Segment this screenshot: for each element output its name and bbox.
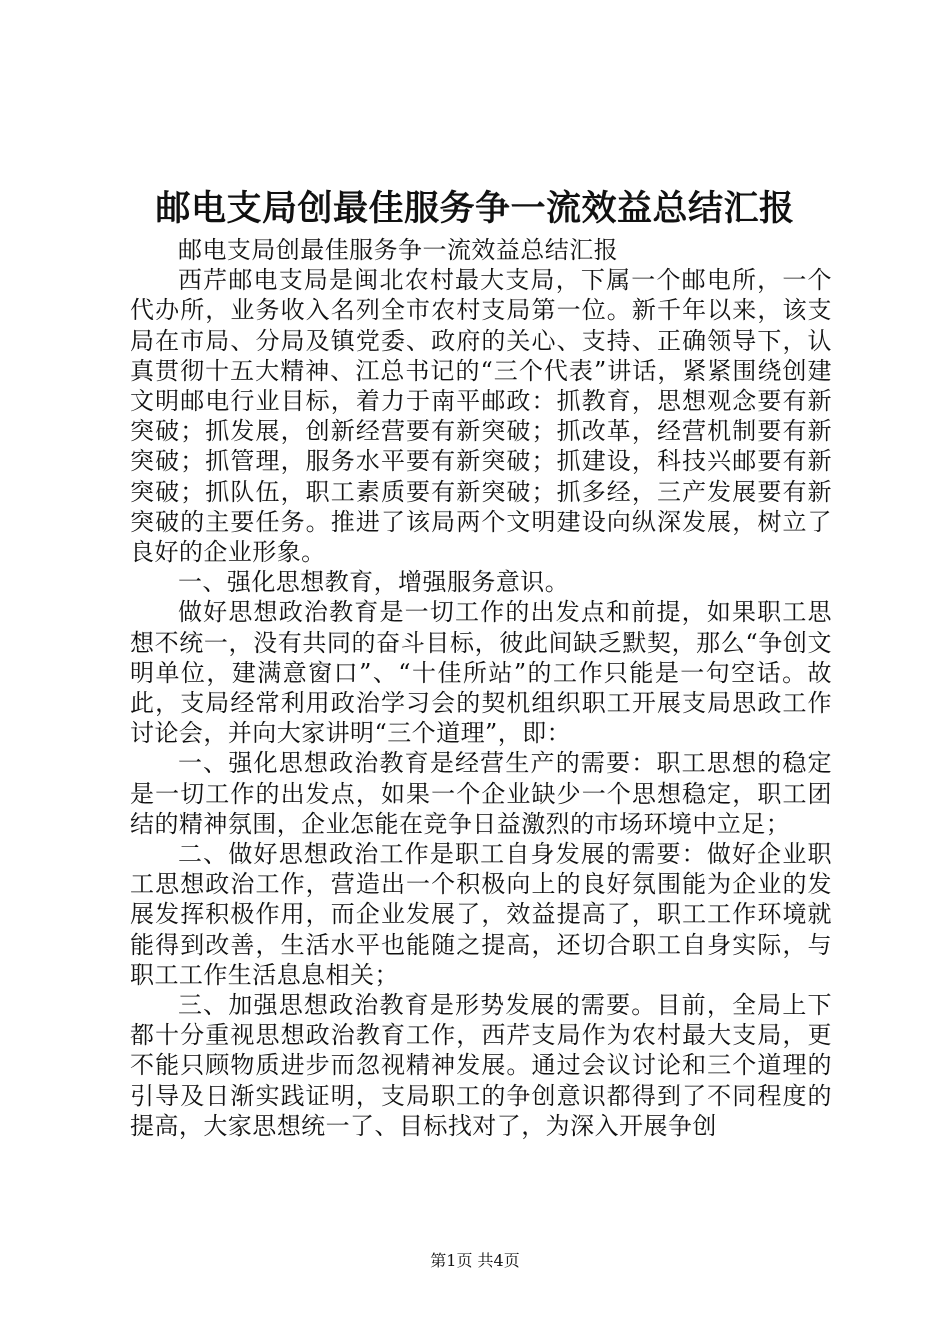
body-paragraph: 二、做好思想政治工作是职工自身发展的需要：做好企业职工思想政治工作，营造出一个积极向上的良好氛围能为企业的发展发挥积极作用，而企业发展了，效益提高了，职工工作环境就能得到改善，生活水平也能随之提高，还切合职工自身实际，与职工工作生活息息相关；: [130, 840, 832, 989]
page-number-footer: 第1页 共4页: [430, 1251, 520, 1270]
body-paragraph: 三、加强思想政治教育是形势发展的需要。目前，全局上下都十分重视思想政治教育工作，西芹支局作为农村最大支局，更不能只顾物质进步而忽视精神发展。通过会议讨论和三个道理的引导及日渐实践证明，支局职工的争创意识都得到了不同程度的提高，大家思想统一了、目标找对了，为深入开展争创: [130, 991, 832, 1140]
subtitle-paragraph: 邮电支局创最佳服务争一流效益总结汇报: [178, 236, 619, 264]
intro-paragraph: 西芹邮电支局是闽北农村最大支局，下属一个邮电所，一个代办所，业务收入名列全市农村支局第一位。新千年以来，该支局在市局、分局及镇党委、政府的关心、支持、正确领导下，认真贯彻十五大精神、江总书记的“三个代表”讲话，紧紧围绕创建文明邮电行业目标，着力于南平邮政：抓教育，思想观念要有新突破；抓发展，创新经营要有新突破；抓改革，经营机制要有新突破；抓管理，服务水平要有新突破；抓建设，科技兴邮要有新突破；抓队伍，职工素质要有新突破；抓多经，三产发展要有新突破的主要任务。推进了该局两个文明建设向纵深发展，树立了良好的企业形象。: [130, 266, 832, 567]
document-title: 邮电支局创最佳服务争一流效益总结汇报: [155, 188, 795, 229]
body-paragraph: 做好思想政治教育是一切工作的出发点和前提，如果职工思想不统一，没有共同的奋斗目标，彼此间缺乏默契，那么“争创文明单位，建满意窗口”、“十佳所站”的工作只能是一句空话。故此，支局经常利用政治学习会的契机组织职工开展支局思政工作讨论会，并向大家讲明“三个道理”，即：: [130, 598, 832, 748]
body-paragraph: 一、强化思想政治教育是经营生产的需要：职工思想的稳定是一切工作的出发点，如果一个企业缺少一个思想稳定，职工团结的精神氛围，企业怎能在竞争日益激烈的市场环境中立足；: [130, 749, 832, 838]
document-body: [130, 235, 832, 1141]
section-heading: 一、强化思想教育，增强服务意识。: [178, 568, 570, 597]
